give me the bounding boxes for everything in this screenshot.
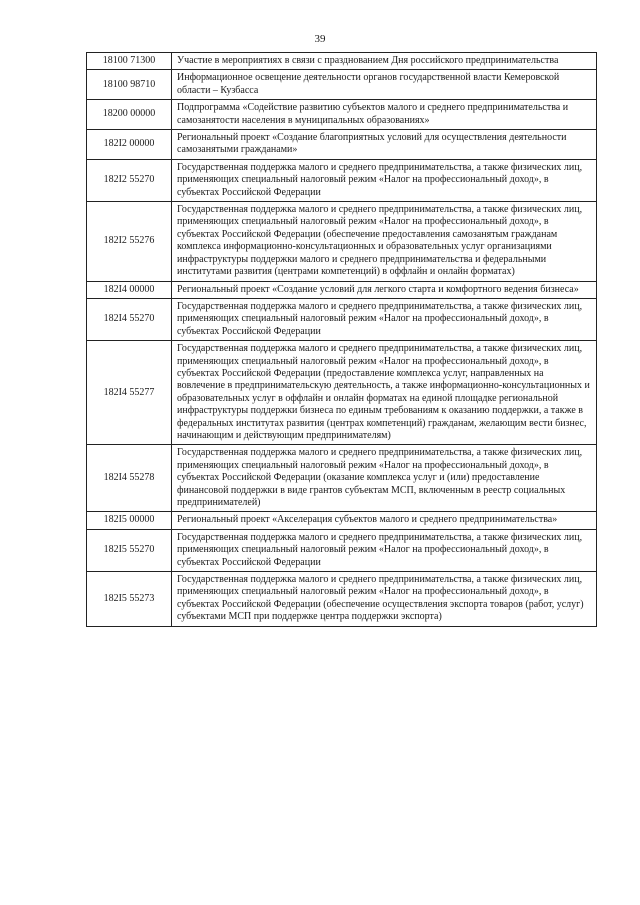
description-cell: Государственная поддержка малого и среднего предпринимательства, а также физических лиц, применяющих специальный налоговый режим «Налог на профессиональный доход», в субъектах Российской Федерации (обеспечение осуществления экспорта товаров (работ, услуг) субъектами МСП при поддержке центра поддержки экспорта): [172, 572, 597, 627]
description-cell: Региональный проект «Создание благоприятных условий для осуществления деятельности самозанятыми гражданами»: [172, 130, 597, 160]
description-cell: Региональный проект «Создание условий для легкого старта и комфортного ведения бизнеса»: [172, 281, 597, 298]
description-cell: Государственная поддержка малого и среднего предпринимательства, а также физических лиц, применяющих специальный налоговый режим «Налог на профессиональный доход», в субъектах Российской Федерации: [172, 529, 597, 571]
description-cell: Региональный проект «Акселерация субъектов малого и среднего предпринимательства»: [172, 512, 597, 529]
target-code-cell: 182I4 55270: [87, 298, 172, 340]
target-code-cell: 182I4 55277: [87, 341, 172, 445]
page-number: 39: [314, 33, 326, 45]
target-code-cell: 182I4 55278: [87, 445, 172, 512]
table-row: [87, 130, 597, 160]
target-code-cell: 182I4 00000: [87, 281, 172, 298]
table-row: [87, 572, 597, 627]
target-code-cell: 18100 98710: [87, 70, 172, 100]
table-row: [87, 100, 597, 130]
description-cell: Государственная поддержка малого и среднего предпринимательства, а также физических лиц, применяющих специальный налоговый режим «Налог на профессиональный доход», в субъектах Российской Федерации: [172, 298, 597, 340]
table-row: [87, 529, 597, 571]
target-code-cell: 182I2 55270: [87, 159, 172, 201]
target-code-cell: 182I2 55276: [87, 202, 172, 281]
table-row: [87, 159, 597, 201]
table-row: [87, 281, 597, 298]
target-code-cell: 182I2 00000: [87, 130, 172, 160]
table-row: [87, 298, 597, 340]
description-cell: Подпрограмма «Содействие развитию субъектов малого и среднего предпринимательства и самозанятости населения в муниципальных образованиях»: [172, 100, 597, 130]
table-row: [87, 202, 597, 281]
description-cell: Информационное освещение деятельности органов государственной власти Кемеровской области – Кузбасса: [172, 70, 597, 100]
target-code-cell: 182I5 55270: [87, 529, 172, 571]
target-code-cell: 182I5 55273: [87, 572, 172, 627]
description-cell: Государственная поддержка малого и среднего предпринимательства, а также физических лиц, применяющих специальный налоговый режим «Налог на профессиональный доход», в субъектах Российской Федерации (предоставление комплекса услуг, направленных на вовлечение в предпринимательскую деятельность, а также информационно-консультационных и образовательных услуг в оффлайн и онлайн форматах на единой площадке региональной инфраструктуры поддержки бизнеса по единым требованиям к оказанию поддержки, а также в федеральных институтах развития (центрах компетенций) гражданам, желающим вести бизнес, начинающим и действующим предпринимателям): [172, 341, 597, 445]
table-row: [87, 445, 597, 512]
table-row: [87, 512, 597, 529]
description-cell: Государственная поддержка малого и среднего предпринимательства, а также физических лиц, применяющих специальный налоговый режим «Налог на профессиональный доход», в субъектах Российской Федерации (обеспечение предоставления самозанятым гражданам комплекса информационно-консультационных и образовательных услуг организациями инфраструктуры поддержки малого и среднего предпринимательства и федеральными институтами развития (центрами компетенций) в оффлайн и онлайн форматах): [172, 202, 597, 281]
target-code-cell: 182I5 00000: [87, 512, 172, 529]
target-code-cell: 18200 00000: [87, 100, 172, 130]
description-cell: Государственная поддержка малого и среднего предпринимательства, а также физических лиц, применяющих специальный налоговый режим «Налог на профессиональный доход», в субъектах Российской Федерации (оказание комплекса услуг и (или) предоставление финансовой поддержки в виде грантов субъектам МСП, включенным в реестр социальных предпринимателей): [172, 445, 597, 512]
target-code-cell: 18100 71300: [87, 53, 172, 70]
description-cell: Участие в мероприятиях в связи с празднованием Дня российского предпринимательства: [172, 53, 597, 70]
table-row: [87, 341, 597, 445]
table-row: [87, 53, 597, 70]
budget-classification-table: [86, 52, 597, 627]
description-cell: Государственная поддержка малого и среднего предпринимательства, а также физических лиц, применяющих специальный налоговый режим «Налог на профессиональный доход», в субъектах Российской Федерации: [172, 159, 597, 201]
table-row: [87, 70, 597, 100]
